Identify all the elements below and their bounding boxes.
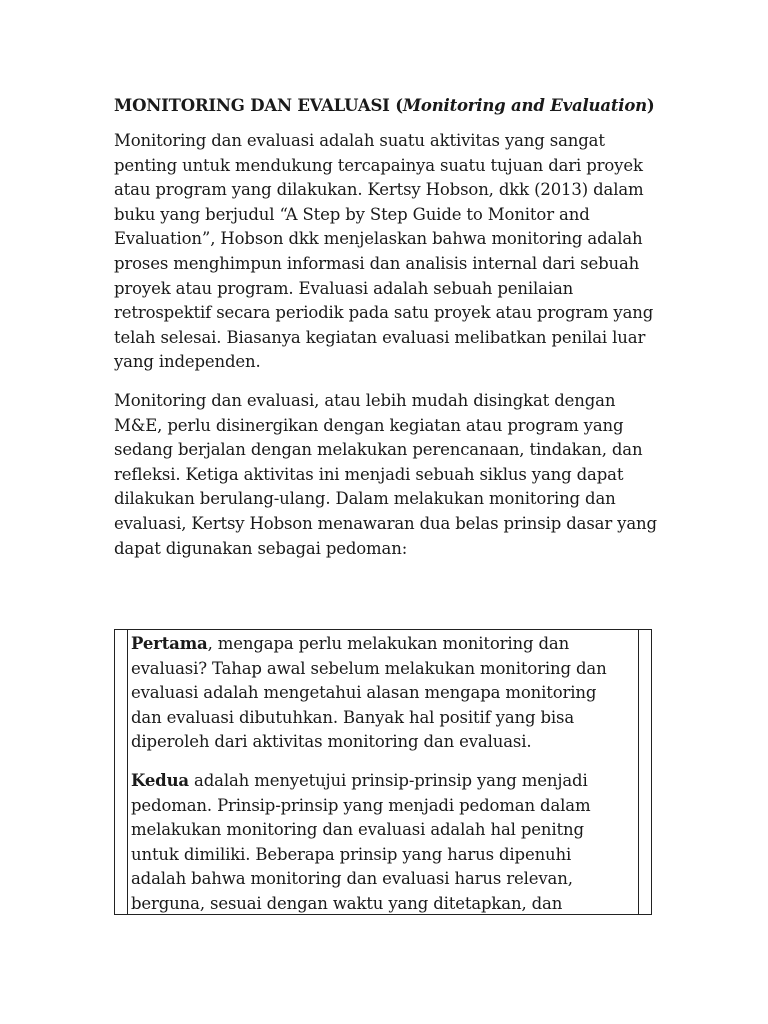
document-page [114, 94, 659, 575]
principle-text: , mengapa perlu melakukan monitoring dan evaluasi? Tahap awal sebelum melakukan monitoring dan evaluasi adalah mengetahui alasan mengapa monitoring dan evaluasi dibutuhkan. Banyak hal positif yang bisa diperoleh dari aktivitas monitoring dan evaluasi. [131, 634, 607, 752]
paragraph-1: Monitoring dan evaluasi adalah suatu aktivitas yang sangat penting untuk mendukung tercapainya suatu tujuan dari proyek atau program yang dilakukan. Kertsy Hobson, dkk (2013) dalam buku yang berjudul “A Step by Step Guide to Monitor and Evaluation”, Hobson dkk menjelaskan bahwa monitoring adalah proses menghimpun informasi dan analisis internal dari sebuah proyek atau program. Evaluasi adalah sebuah penilaian retrospektif secara periodik pada satu proyek atau program yang telah selesai. Biasanya kegiatan evaluasi melibatkan penilai luar yang independen. [114, 131, 654, 372]
heading-italic: Monitoring and Evaluation [402, 96, 647, 115]
heading-main: MONITORING DAN EVALUASI ( [114, 96, 403, 115]
principle-lead: Kedua [131, 770, 189, 790]
principle-item [131, 769, 631, 915]
document-heading [114, 94, 659, 118]
principle-lead: Pertama [131, 634, 208, 653]
principle-text: adalah menyetujui prinsip-prinsip yang menjadi pedoman. Prinsip-prinsip yang menjadi pedoman dalam melakukan monitoring dan evaluasi adalah hal penitng untuk dimiliki. Beberapa prinsip yang harus dipenuhi adalah bahwa monitoring dan evaluasi harus relevan, berguna, sesuai dengan waktu yang ditetapkan, dan [131, 770, 591, 913]
box-content [131, 632, 631, 915]
heading-close: ) [646, 96, 655, 115]
paragraph-2: Monitoring dan evaluasi, atau lebih mudah disingkat dengan M&E, perlu disinergikan dengan kegiatan atau program yang sedang berjalan dengan melakukan perencanaan, tindakan, dan refleksi. Ketiga aktivitas ini menjadi sebuah siklus yang dapat dilakukan berulang-ulang. Dalam melakukan monitoring dan evaluasi, Kertsy Hobson menawaran dua belas prinsip dasar yang dapat digunakan sebagai pedoman: [114, 390, 657, 558]
principles-box [114, 629, 652, 915]
box-right-rule [638, 630, 639, 914]
box-left-rule [127, 630, 128, 914]
principle-item [131, 632, 631, 755]
